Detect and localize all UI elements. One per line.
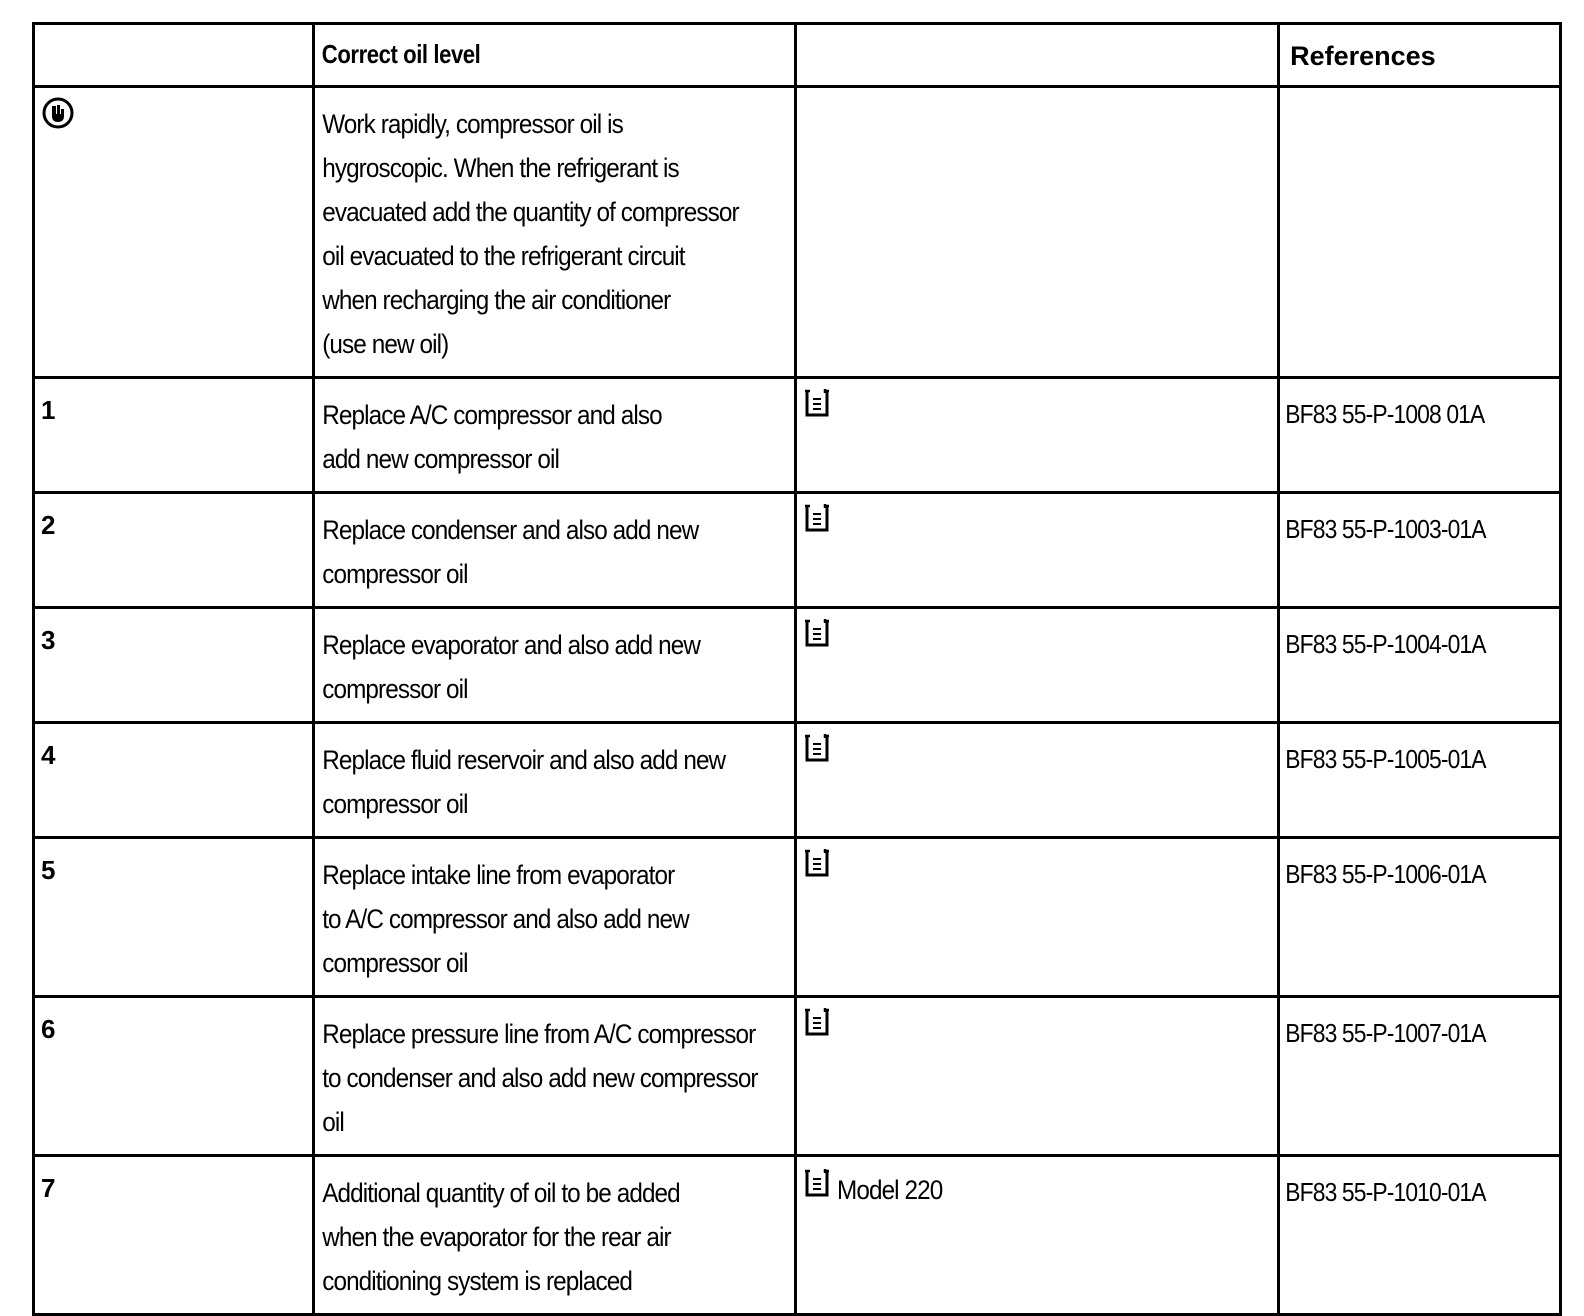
- header-cell-references: [1279, 24, 1561, 87]
- row-number: 5: [41, 855, 56, 885]
- note-empty-cell: [796, 87, 1279, 378]
- references-heading: References: [1290, 41, 1436, 71]
- correct-oil-level-heading: Correct oil level: [321, 39, 481, 69]
- header-cell-blank: [34, 24, 314, 87]
- row-reference: BF83 55-P-1007-01A: [1285, 1018, 1486, 1048]
- oil-container-icon: [803, 732, 831, 769]
- oil-container-icon: [803, 1167, 831, 1204]
- row-number: 7: [41, 1173, 56, 1203]
- oil-container-icon: [803, 617, 831, 654]
- row-description: Replace condenser and also add new compressor oil: [322, 515, 699, 589]
- row-number: 1: [41, 395, 56, 425]
- oil-container-icon: [803, 847, 831, 884]
- note-icon-cell: [34, 87, 314, 378]
- row-number: 6: [41, 1014, 56, 1044]
- model-note: Model 220: [837, 1175, 943, 1205]
- table-row: [34, 997, 1561, 1156]
- table-row: [34, 1156, 1561, 1315]
- row-description: Replace fluid reservoir and also add new compressor oil: [322, 745, 726, 819]
- row-reference: BF83 55-P-1003-01A: [1285, 514, 1486, 544]
- row-reference: BF83 55-P-1010-01A: [1285, 1177, 1486, 1207]
- table-header-row: [34, 24, 1561, 87]
- oil-container-icon: [803, 1006, 831, 1043]
- note-ref-cell: [1279, 87, 1561, 378]
- note-row: [34, 87, 1561, 378]
- row-reference: BF83 55-P-1006-01A: [1285, 859, 1486, 889]
- row-description: Replace pressure line from A/C compressor to condenser and also add new compressor oil: [322, 1019, 758, 1137]
- row-description: Replace evaporator and also add new compressor oil: [322, 630, 700, 704]
- row-description: Replace A/C compressor and also add new compressor oil: [322, 400, 662, 474]
- caution-hand-icon: [35, 88, 312, 135]
- oil-container-icon: [803, 387, 831, 424]
- row-reference: BF83 55-P-1005-01A: [1285, 744, 1486, 774]
- row-description: Additional quantity of oil to be added when the evaporator for the rear air conditioning system is replaced: [322, 1178, 680, 1296]
- table-row: [34, 723, 1561, 838]
- row-reference: BF83 55-P-1004-01A: [1285, 629, 1486, 659]
- note-text-cell: [313, 87, 796, 378]
- table-row: [34, 608, 1561, 723]
- row-number: 3: [41, 625, 56, 655]
- oil-level-table: [32, 22, 1562, 1316]
- oil-container-icon: [803, 502, 831, 539]
- row-number: 2: [41, 510, 56, 540]
- note-text: Work rapidly, compressor oil is hygroscopic. When the refrigerant is evacuated add the quantity of compressor oil evacuated to the refrigerant circuit when recharging the air conditioner (use new oil): [322, 109, 739, 359]
- row-reference: BF83 55-P-1008 01A: [1285, 399, 1485, 429]
- row-description: Replace intake line from evaporator to A/C compressor and also add new compressor oil: [322, 860, 689, 978]
- table-row: [34, 378, 1561, 493]
- table-row: [34, 838, 1561, 997]
- header-cell-title: [313, 24, 796, 87]
- row-number: 4: [41, 740, 56, 770]
- table-row: [34, 493, 1561, 608]
- header-cell-empty: [796, 24, 1279, 87]
